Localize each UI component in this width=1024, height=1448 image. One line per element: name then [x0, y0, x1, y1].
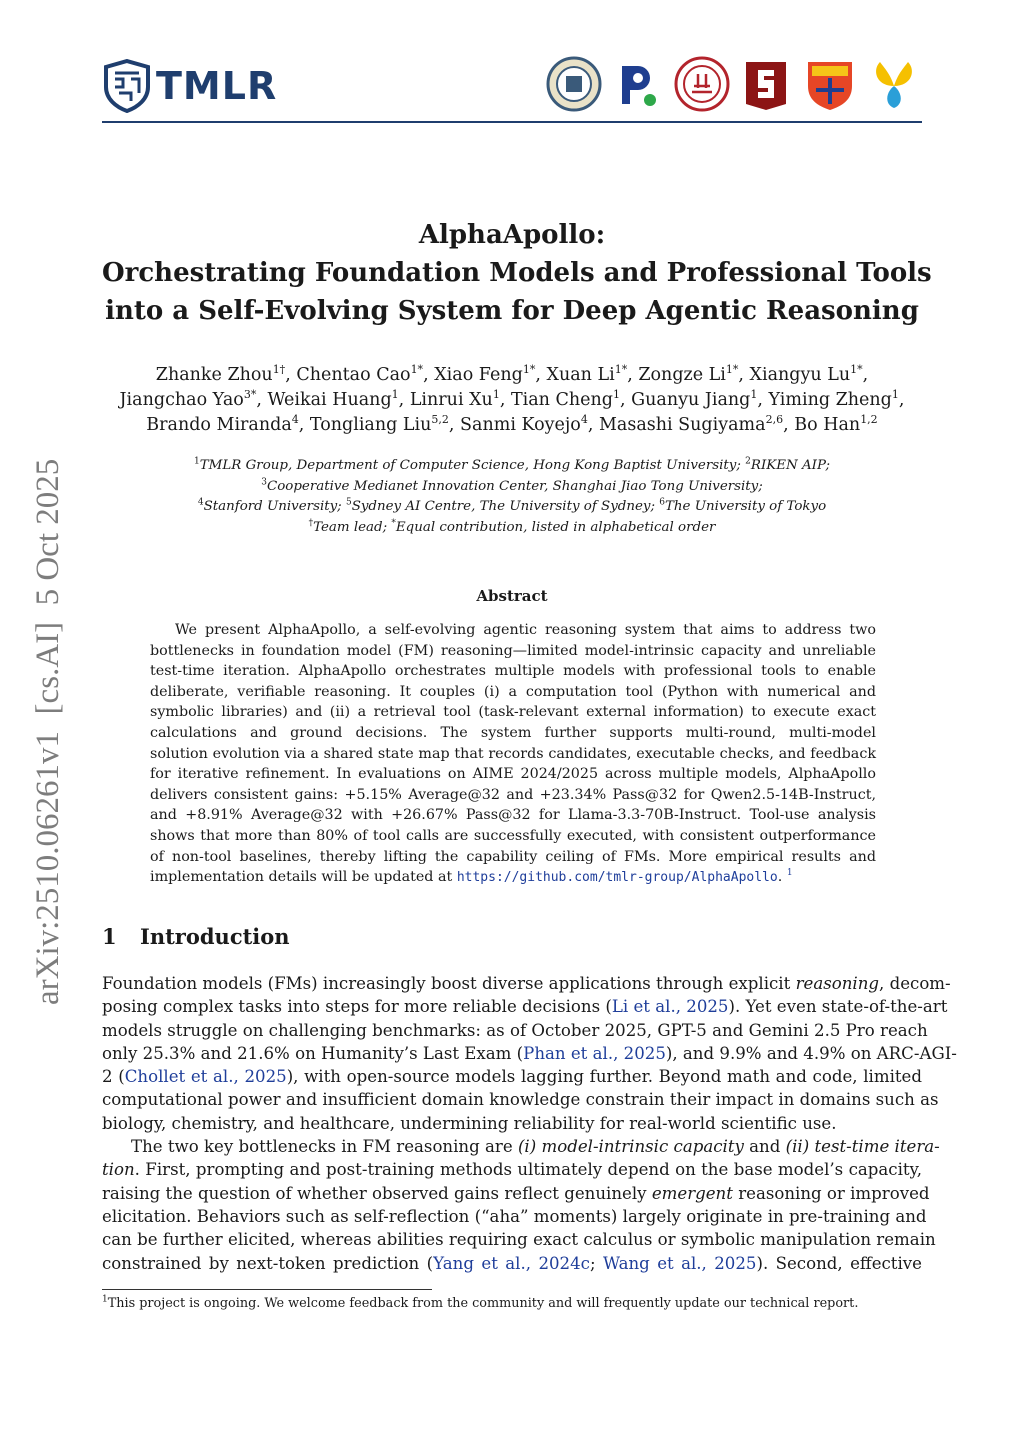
text-line [102, 1228, 936, 1251]
footnote-ref: 1 [786, 868, 793, 879]
abstract-line: shows that more than 80% of tool calls are successfully executed, with consistent outperformance [150, 827, 876, 844]
author-name: Zhanke Zhou [155, 365, 273, 385]
abstract-text: . [777, 869, 787, 886]
author-affiliation-mark: 5,2 [431, 413, 449, 427]
text-run: only 25.3% and 21.6% on Humanity’s Last Exam ( [102, 1043, 524, 1063]
affiliation-2: RIKEN AIP; [750, 458, 830, 473]
text-line [102, 1252, 922, 1275]
abstract-line: test-time iteration. AlphaApollo orchestrates multiple models with professional tools to enable [150, 663, 876, 680]
text-run: can be further elicited, whereas abilities requiring exact calculus or symbolic manipulation remain [102, 1230, 936, 1250]
affiliation-4: Stanford University; [203, 499, 342, 515]
abstract-line: for iterative refinement. In evaluations on AIME 2024/2025 across multiple models, AlphaApollo [150, 766, 876, 783]
text-line [102, 1135, 940, 1158]
author-name: Guanyu Jiang [631, 390, 751, 410]
team-lead-note: Team lead; [313, 520, 388, 536]
abstract-line: bottlenecks in foundation model (FM) reasoning—limited model-intrinsic capacity and unreliable [150, 642, 876, 659]
text-line [102, 1019, 928, 1042]
author-affiliation-mark: 3* [243, 388, 257, 402]
text-run: ). Yet even state-of-the-art [728, 997, 948, 1017]
abstract-line: and +8.91% Average@32 with +26.67% Pass@32 for Llama-3.3-70B-Instruct. Tool-use analysis [150, 807, 876, 824]
text-run: reasoning or improved [732, 1183, 930, 1203]
author-name: Jiangchao Yao [119, 390, 244, 410]
text-line [102, 1182, 930, 1205]
author-name: Xiao Feng [434, 365, 523, 385]
citation: Li et al., 2025 [611, 997, 729, 1017]
text-run: ). Second, effective [756, 1253, 922, 1273]
emphasis: (ii) test-time itera- [785, 1137, 940, 1157]
abstract-body [150, 620, 876, 889]
author-affiliation-mark: 1,2 [860, 413, 878, 427]
section-title: Introduction [140, 924, 290, 949]
author-line-1: Zhanke Zhou$^{1\dagger}$, Chentao Cao$^{1*}$, Xiao Feng$^{1*}$, Xuan $Li^{1*}$, Zongze $Li^{1*}$, Xiangyu $Lu^{1*}$, [155, 363, 869, 385]
abstract-heading: Abstract [476, 587, 548, 605]
text-run: The two key bottlenecks in FM reasoning are [131, 1137, 518, 1157]
author-affiliation-mark: 1 [613, 388, 621, 402]
affiliation-line-3: $^4$Stanford University; $^5$Sydney AI Centre, The University of Sydney; $^6$The University of Tokyo [197, 497, 827, 515]
paper-title [102, 216, 932, 330]
author-affiliation-mark: 4 [580, 413, 588, 427]
header-rule [102, 121, 922, 123]
author-name: Zongze Li [638, 365, 726, 385]
stanford-logo-icon [738, 56, 794, 112]
text-run: and [743, 1137, 786, 1157]
author-name: Yiming Zheng [768, 390, 892, 410]
abstract-line: We present AlphaApollo, a self-evolving agentic reasoning system that aims to address two [175, 622, 876, 638]
author-name: Xiangyu Lu [749, 365, 851, 385]
tmlr-logo [102, 58, 277, 114]
equal-contribution-note: Equal contribution, listed in alphabetical order [395, 520, 716, 536]
author-line-3: Brando Miranda$^4$, Tongliang Liu$^{5,2}$, Sanmi Koyejo$^4$, Masashi Sugiyama$^{2,6}$, Bo Han$^{1,2}$ [146, 413, 878, 435]
text-line [102, 995, 948, 1018]
introduction-body [102, 972, 957, 1275]
abstract-line: delivers consistent gains: +5.15% Average@32 and +23.34% Pass@32 for Qwen2.5-14B-Instruct, [150, 786, 876, 803]
emphasis: tion [102, 1160, 135, 1180]
citation: Wang et al., 2025 [602, 1253, 757, 1273]
footnote-text: This project is ongoing. We welcome feedback from the community and will frequently update our technical report. [107, 1296, 859, 1311]
author-name: Xuan Li [546, 365, 615, 385]
author-affiliation-mark: 1 [891, 388, 899, 402]
text-run: constrained by next-token prediction ( [102, 1253, 434, 1273]
repo-url: https://github.com/tmlr-group/AlphaApollo [456, 870, 778, 886]
citation: Phan et al., 2025 [523, 1043, 666, 1063]
author-name: Chentao Cao [296, 365, 411, 385]
author-name: Masashi Sugiyama [599, 415, 766, 435]
abstract-line: of non-tool baselines, thereby lifting the capability ceiling of FMs. More empirical results and [150, 848, 876, 865]
author-name: Linrui Xu [409, 390, 493, 410]
affiliation-3: Cooperative Medianet Innovation Center, Shanghai Jiao Tong University; [266, 478, 763, 494]
hkbu-seal-icon [546, 56, 602, 112]
text-run: computational power and insufficient domain knowledge constrain their impact in domains such as [102, 1090, 939, 1110]
emphasis: reasoning [795, 974, 880, 993]
text-run: models struggle on challenging benchmarks: as of October 2025, GPT-5 and Gemini 2.5 Pro reach [102, 1020, 928, 1040]
author-name: Bo Han [794, 415, 861, 435]
author-affiliation-mark: 1 [391, 388, 399, 402]
author-name: Sanmi Koyejo [460, 415, 581, 435]
author-line-2: Jiangchao Yao$^{3*}$, Weikai Huang$^1$, Linrui Xu$^1$, Tian Cheng$^1$, Guanyu Jiang$^1$, Yiming Zheng$^1$, [119, 388, 905, 410]
sjtu-seal-icon [674, 56, 730, 112]
author-name: Tongliang Liu [309, 415, 432, 435]
author-affiliation-mark: 1* [850, 363, 863, 377]
author-name: Brando Miranda [146, 415, 292, 435]
emphasis: (i) model-intrinsic capacity [517, 1137, 744, 1157]
author-list [102, 363, 922, 438]
author-affiliation-mark: 4 [291, 413, 299, 427]
text-run: 2 ( [102, 1067, 125, 1087]
text-run: ), and 9.9% and 4.9% on ARC-AGI- [665, 1043, 957, 1063]
abstract-line: deliberate, verifiable reasoning. It couples (i) a computation tool (Python with numerical and [150, 683, 876, 700]
affiliations [102, 456, 922, 539]
text-run: raising the question of whether observed gains reflect genuinely [102, 1183, 652, 1203]
affiliation-line-4: †Team lead; *Equal contribution, listed in alphabetical order [308, 518, 716, 536]
citation: Yang et al., 2024c [433, 1253, 590, 1273]
text-run: elicitation. Behaviors such as self-reflection (“aha” moments) largely originate in pre-training and [102, 1206, 927, 1226]
text-run: Foundation models (FMs) increasingly boost diverse applications through explicit [102, 974, 796, 993]
emphasis: emergent [651, 1183, 733, 1203]
title-line-3: into a Self-Evolving System for Deep Agentic Reasoning [105, 296, 919, 326]
footnote-rule [102, 1289, 432, 1290]
text-line [102, 1042, 957, 1065]
abstract-line [150, 867, 876, 889]
text-run: biology, chemistry, and healthcare, undermining reliability for real-world scientific use. [102, 1113, 837, 1133]
riken-logo-icon [610, 56, 666, 112]
sydney-crest-icon [802, 56, 858, 112]
title-line-2: Orchestrating Foundation Models and Professional Tools [102, 258, 932, 288]
section-heading [102, 923, 290, 951]
affiliation-line-1: $^1$TMLR Group, Department of Computer Science, Hong Kong Baptist University; $^2$RIKEN AIP; [194, 456, 830, 473]
author-affiliation-mark: 1* [725, 363, 739, 377]
text-run: posing complex tasks into steps for more reliable decisions ( [102, 997, 612, 1017]
text-run: ; [589, 1253, 603, 1273]
author-affiliation-mark: 1 [492, 388, 500, 402]
footnote [102, 1295, 922, 1313]
author-affiliation-mark: 1† [272, 363, 286, 377]
text-run: ), with open-source models lagging further. Beyond math and code, limited [286, 1067, 923, 1087]
author-affiliation-mark: 1* [410, 363, 424, 377]
affiliation-5: Sydney AI Centre, The University of Sydney; [351, 499, 655, 515]
affiliation-6: The University of Tokyo [664, 499, 827, 515]
author-affiliation-mark: 1* [614, 363, 628, 377]
abstract-line: calculations and ground decisions. The system further supports multi-round, multi-model [150, 724, 876, 741]
abstract-line: symbolic libraries) and (ii) a retrieval tool (task-relevant external information) to execute exact [150, 704, 876, 721]
abstract-line: solution evolution via a shared state map that records candidates, executable checks, and feedback [150, 745, 876, 762]
text-line [102, 972, 951, 995]
citation: Chollet et al., 2025 [124, 1067, 287, 1087]
author-name: Weikai Huang [267, 390, 392, 410]
author-affiliation-mark: 1* [522, 363, 536, 377]
institution-logos [546, 56, 922, 112]
footnote-mark: 1 [102, 1294, 108, 1305]
affiliation-line-2: $^3$Cooperative Medianet Innovation Center, Shanghai Jiao Tong University; [261, 477, 763, 494]
tokyo-ginkgo-icon [866, 56, 922, 112]
text-line [102, 1112, 922, 1135]
arxiv-stamp: arXiv:2510.06261v1 [cs.AI] 5 Oct 2025 [30, 458, 66, 1005]
section-number: 1 [102, 924, 117, 949]
text-run: , decom- [879, 974, 951, 993]
author-name: Tian Cheng [510, 390, 614, 410]
tmlr-shield-icon [102, 59, 152, 113]
text-line [102, 1065, 922, 1088]
affiliation-1: TMLR Group, Department of Computer Science, Hong Kong Baptist University; [199, 458, 741, 473]
author-affiliation-mark: 2,6 [765, 413, 784, 427]
tmlr-logo-text: TMLR [156, 64, 278, 108]
author-affiliation-mark: 1 [750, 388, 758, 402]
text-line [102, 1088, 939, 1111]
abstract-text: implementation details will be updated at [150, 869, 457, 886]
page-header [102, 56, 922, 122]
title-line-1: AlphaApollo: [418, 220, 606, 250]
text-run: . First, prompting and post-training methods ultimately depend on the base model’s capacity, [134, 1160, 922, 1180]
text-line [102, 1205, 927, 1228]
text-line [102, 1158, 922, 1181]
